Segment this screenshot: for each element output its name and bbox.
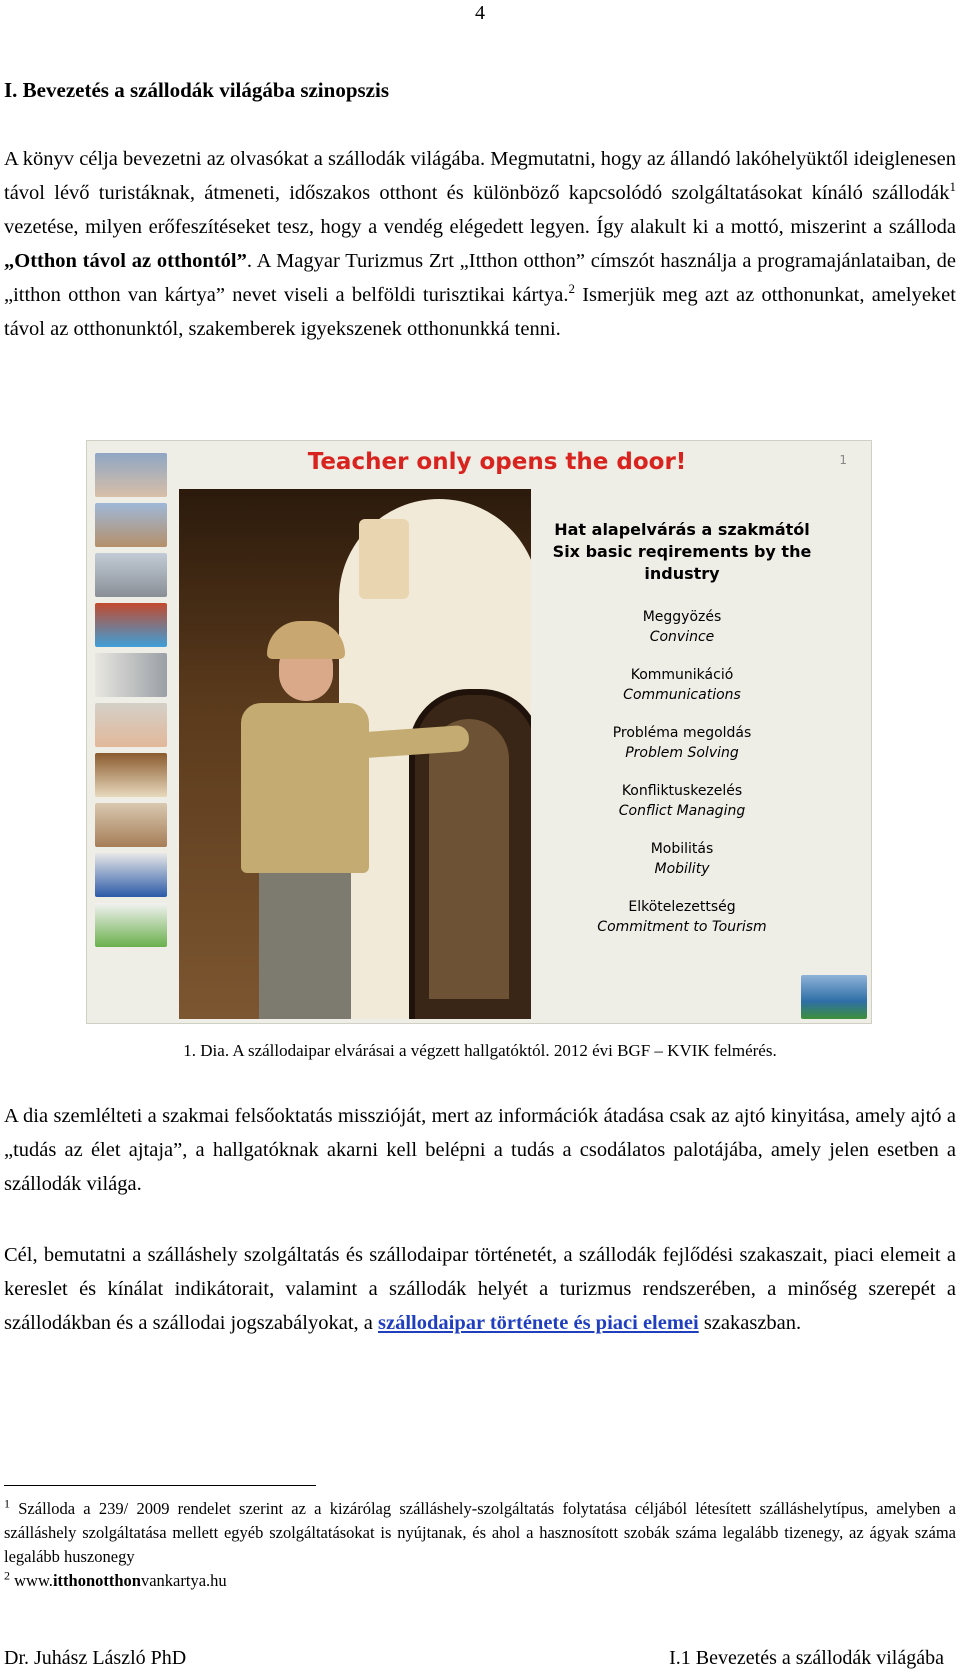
intro-text-d: Ismerjük meg azt az otthonunkat, amelyeket távol az otthonunktól, szakemberek igyekszenek otthonunkká tenni. [4, 284, 956, 340]
footnote-1-number: 1 [4, 1496, 10, 1511]
footnote-2-suffix[interactable]: vankartya.hu [140, 1571, 227, 1590]
footer-chapter: I.1 Bevezetés a szállodák világába [669, 1647, 944, 1669]
requirement-en: Mobility [654, 861, 710, 877]
pool-thumbnail [801, 975, 867, 1019]
requirement-item [517, 607, 847, 647]
requirements-header-hu: Hat alapelvárás a szakmától [554, 520, 810, 539]
goal-text-b: szakaszban. [698, 1312, 802, 1334]
requirement-en: Communications [623, 687, 741, 703]
footnote-1-text: Szálloda a 239/ 2009 rendelet szerint az a kizárólag szálláshely-szolgáltatás folytatása céljából létesített szálláshelytípus, amelyben a szálláshely szolgáltatása mellett egyéb szolgáltatásokat is nyújtanak, és ahol a hasznosított szobák száma legalább tizenegy, az ágyak száma legalább huszonegy [4, 1499, 956, 1566]
slide-number: 1 [839, 453, 847, 467]
slide-title: Teacher only opens the door! [307, 449, 687, 475]
lobby-thumbnail [95, 603, 167, 647]
goal-text-a: Cél, bemutatni a szálláshely szolgáltatás és szállodaipar történetét, a szállodák fejlődési szakaszait, piaci elemeit a kereslet és kínálat indikátorait, valamint a szállodák helyét a turizmus rendszerében, a minőség szerepét a szállodákban és a szállodai jogszabályokat, a [4, 1244, 956, 1334]
requirement-hu: Mobilitás [650, 841, 714, 857]
pith-helmet [267, 621, 345, 659]
slide-figure [86, 440, 872, 1024]
wall-lamp [359, 519, 409, 599]
requirement-hu: Meggyözés [642, 609, 722, 625]
requirement-item [517, 665, 847, 705]
thumbnail-strip [95, 453, 167, 953]
footnote-2-prefix[interactable]: www. [10, 1571, 53, 1590]
footnote-2-number: 2 [4, 1568, 10, 1583]
requirement-en: Convince [649, 629, 715, 645]
requirement-hu: Konfliktuskezelés [621, 783, 743, 799]
footnote-1 [4, 1497, 956, 1569]
hotel-building-thumbnail [95, 503, 167, 547]
section-heading: I. Bevezetés a szállodák világába szinopszis [4, 78, 390, 102]
goal-paragraph [4, 1238, 956, 1340]
door-panel [429, 719, 509, 999]
requirement-en: Conflict Managing [618, 803, 746, 819]
requirement-hu: Kommunikáció [630, 667, 734, 683]
cleaning-bottles-thumbnail [95, 903, 167, 947]
intro-text-c: . A Magyar Turizmus Zrt „Itthon otthon” címszót használja a programajánlataiban, de „itthon otthon van kártya” nevet viseli a belföldi turisztikai kártya. [4, 250, 956, 306]
figure-caption: 1. Dia. A szállodaipar elvárásai a végzett hallgatóktól. 2012 évi BGF – KVIK felmérés. [183, 1041, 777, 1060]
footnote-2-bold[interactable]: itthonotthon [52, 1571, 141, 1590]
cleaning-cart-thumbnail [95, 853, 167, 897]
requirements-header-en: Six basic reqirements by the industry [552, 542, 812, 583]
footnote-ref-1[interactable]: 1 [949, 179, 956, 195]
footnote-divider [4, 1485, 316, 1486]
city-thumbnail [95, 553, 167, 597]
bellboy-door-photo [179, 489, 531, 1019]
requirement-item [517, 781, 847, 821]
footnotes [4, 1497, 956, 1593]
reception-thumbnail [95, 803, 167, 847]
requirements-list [517, 519, 847, 955]
intro-paragraph [4, 142, 956, 346]
intro-text-a: A könyv célja bevezetni az olvasókat a szállodák világába. Megmutatni, hogy az állandó lakóhelyüktől ideiglenesen távol lévő turistáknak, átmeneti, időszakos otthont és különböző kapcsolódó szolgáltatásokat kínáló szállodák [4, 148, 956, 204]
requirement-item [517, 723, 847, 763]
footnote-2 [4, 1569, 956, 1593]
bellboy-legs [259, 869, 351, 1019]
portrait-thumbnail [95, 453, 167, 497]
hand-thumbnail [95, 703, 167, 747]
footnote-ref-2[interactable]: 2 [568, 281, 575, 297]
bellboy-body [241, 703, 369, 873]
motto: „Otthon távol az otthontól” [4, 250, 247, 272]
requirement-item [517, 839, 847, 879]
requirements-header [517, 519, 847, 585]
requirement-item [517, 897, 847, 937]
room-thumbnail [95, 753, 167, 797]
page-number: 4 [475, 2, 485, 24]
requirement-en: Commitment to Tourism [597, 919, 767, 935]
footer-author: Dr. Juhász László PhD [4, 1647, 187, 1669]
history-section-link[interactable]: szállodaipar története és piaci elemei [378, 1312, 699, 1334]
intro-text-b: vezetése, milyen erőfeszítéseket tesz, hogy a vendég elégedett legyen. Így alakult ki a mottó, miszerint a szálloda [4, 216, 956, 238]
requirement-hu: Probléma megoldás [612, 725, 752, 741]
requirement-hu: Elkötelezettség [628, 899, 736, 915]
mission-paragraph: A dia szemlélteti a szakmai felsőoktatás misszióját, mert az információk átadása csak az ajtó kinyitása, amely ajtó a „tudás az élet ajtaja”, a hallgatóknak akarni kell belépni a tudás a csodálatos palotájába, amely jelen esetben a szállodák világa. [4, 1105, 956, 1195]
requirement-en: Problem Solving [625, 745, 739, 761]
staff-thumbnail [95, 653, 167, 697]
